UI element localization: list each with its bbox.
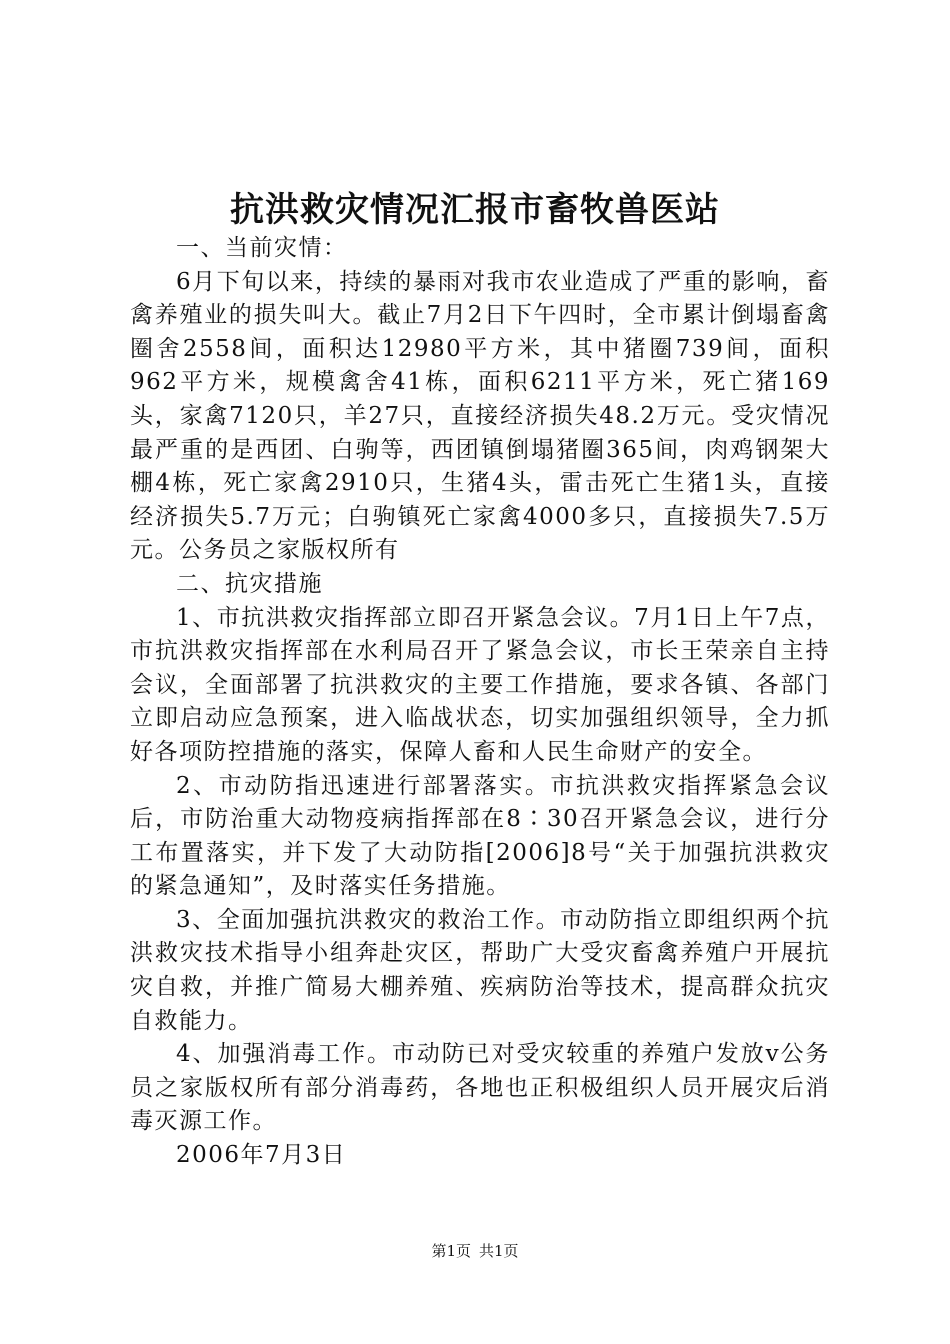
page-number-total: 共1页 [479,1242,519,1260]
document-body [130,232,830,1173]
page-number-current: 第1页 [431,1242,471,1260]
paragraph-measure-3: 3、全面加强抗洪救灾的救治工作。市动防指立即组织两个抗洪救灾技术指导小组奔赴灾区，帮助广大受灾畜禽养殖户开展抗灾自救，并推广简易大棚养殖、疾病防治等技术，提高群众抗灾自救能力。 [130,906,830,1034]
page-footer [0,1240,950,1262]
paragraph-measure-2: 2、市动防指迅速进行部署落实。市抗洪救灾指挥紧急会议后，市防治重大动物疫病指挥部在8∶30召开紧急会议，进行分工布置落实，并下发了大动防指[2006]8号“关于加强抗洪救灾的紧急通知”，及时落实任务措施。 [130,772,830,900]
section-heading-measures: 二、抗灾措施 [176,570,323,597]
document-title: 抗洪救灾情况汇报市畜牧兽医站 [230,190,720,230]
document-date: 2006年7月3日 [176,1142,347,1169]
paragraph-measure-4: 4、加强消毒工作。市动防已对受灾较重的养殖户发放v公务员之家版权所有部分消毒药，各地也正积极组织人员开展灾后消毒灭源工作。 [130,1041,830,1135]
paragraph-situation-details: 6月下旬以来，持续的暴雨对我市农业造成了严重的影响，畜禽养殖业的损失叫大。截止7月2日下午四时，全市累计倒塌畜禽圈舍2558间，面积达12980平方米，其中猪圈739间，面积962平方米，规模禽舍41栋，面积6211平方米，死亡猪169头，家禽7120只，羊27只，直接经济损失48.2万元。受灾情况最严重的是西团、白驹等，西团镇倒塌猪圈365间，肉鸡钢架大棚4栋，死亡家禽2910只，生猪4头，雷击死亡生猪1头，直接经济损失5.7万元；白驹镇死亡家禽4000多只，直接损失7.5万元。公务员之家版权所有 [130,268,830,564]
paragraph-measure-1: 1、市抗洪救灾指挥部立即召开紧急会议。7月1日上午7点，市抗洪救灾指挥部在水利局召开了紧急会议，市长王荣亲自主持会议，全面部署了抗洪救灾的主要工作措施，要求各镇、各部门立即启动应急预案，进入临战状态，切实加强组织领导，全力抓好各项防控措施的落实，保障人畜和人民生命财产的安全。 [130,604,830,765]
section-heading-current-situation: 一、当前灾情： [176,235,348,261]
